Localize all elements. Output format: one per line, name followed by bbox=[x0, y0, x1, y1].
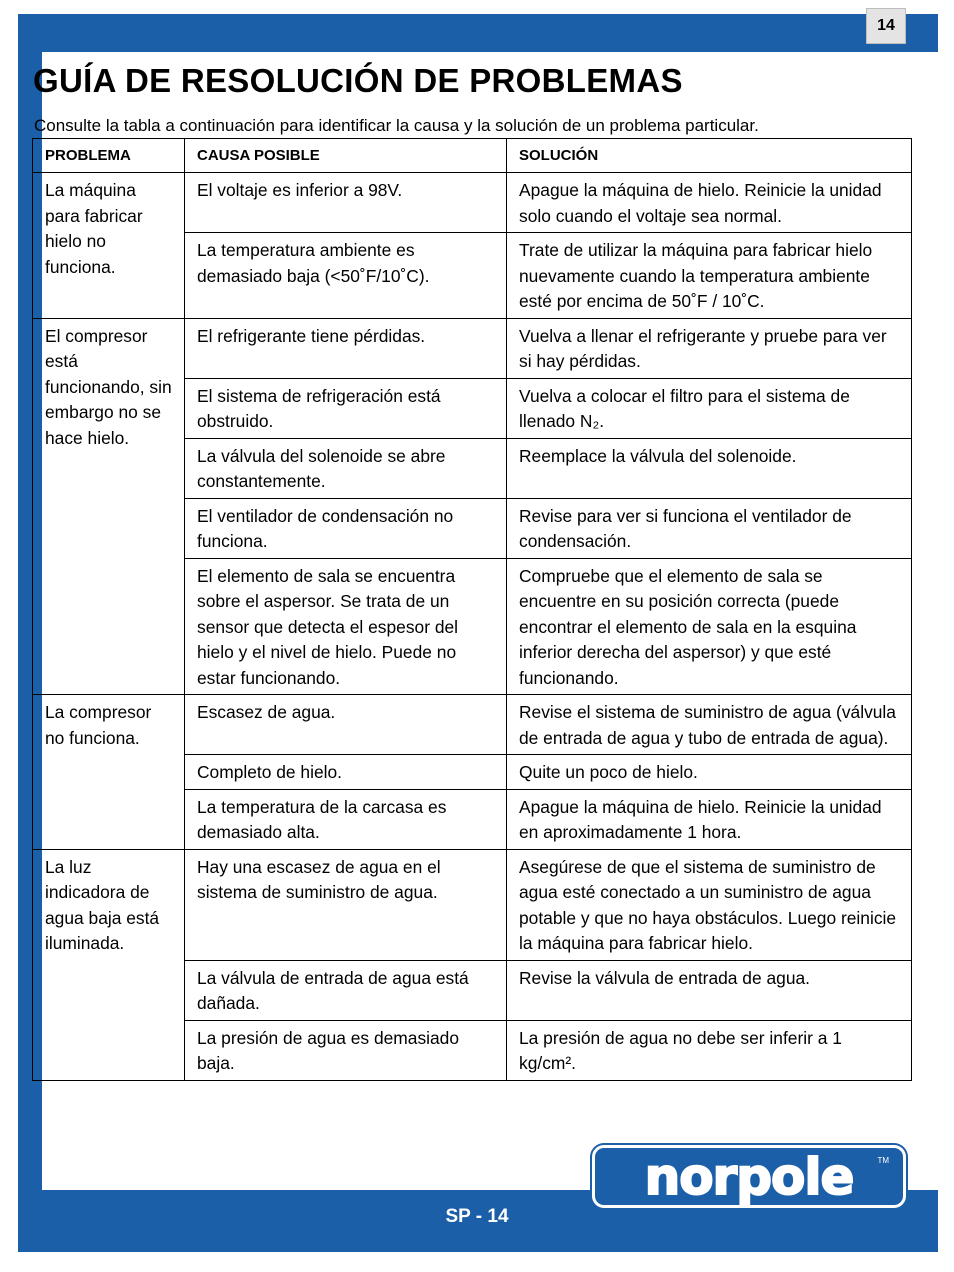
cause-cell: La presión de agua es demasiado baja. bbox=[185, 1020, 507, 1080]
solution-cell: Revise la válvula de entrada de agua. bbox=[507, 960, 912, 1020]
cause-cell: Completo de hielo. bbox=[185, 755, 507, 790]
cause-cell: La temperatura ambiente es demasiado baja (<50˚F/10˚C). bbox=[185, 233, 507, 319]
header-problem: PROBLEMA bbox=[33, 139, 185, 173]
solution-cell: Compruebe que el elemento de sala se encuentre en su posición correcta (puede encontrar el elemento de sala en la esquina inferior derecha del aspersor) y que esté funcionando. bbox=[507, 558, 912, 695]
footer-page-label: SP - 14 bbox=[445, 1206, 509, 1227]
problem-cell: La luz indicadora de agua baja está iluminada. bbox=[33, 849, 185, 1080]
solution-cell: La presión de agua no debe ser inferir a 1 kg/cm². bbox=[507, 1020, 912, 1080]
solution-cell: Apague la máquina de hielo. Reinicie la unidad solo cuando el voltaje sea normal. bbox=[507, 173, 912, 233]
header-solution: SOLUCIÓN bbox=[507, 139, 912, 173]
solution-cell: Vuelva a colocar el filtro para el sistema de llenado N₂. bbox=[507, 378, 912, 438]
solution-cell: Revise el sistema de suministro de agua (válvula de entrada de agua y tubo de entrada de agua). bbox=[507, 695, 912, 755]
troubleshooting-table bbox=[32, 138, 912, 1081]
cause-cell: La temperatura de la carcasa es demasiado alta. bbox=[185, 789, 507, 849]
solution-cell: Apague la máquina de hielo. Reinicie la unidad en aproximadamente 1 hora. bbox=[507, 789, 912, 849]
cause-cell: La válvula del solenoide se abre constantemente. bbox=[185, 438, 507, 498]
norpole-logo bbox=[592, 1145, 906, 1208]
table-row bbox=[33, 173, 912, 233]
problem-cell: La máquina para fabricar hielo no funciona. bbox=[33, 173, 185, 319]
intro-text: Consulte la tabla a continuación para identificar la causa y la solución de un problema particular. bbox=[34, 116, 759, 135]
cause-cell: El voltaje es inferior a 98V. bbox=[185, 173, 507, 233]
table-header-row bbox=[33, 139, 912, 173]
trademark-mark: TM bbox=[877, 1156, 889, 1165]
table-row bbox=[33, 695, 912, 755]
cause-cell: El sistema de refrigeración está obstruido. bbox=[185, 378, 507, 438]
solution-cell: Trate de utilizar la máquina para fabricar hielo nuevamente cuando la temperatura ambiente esté por encima de 50˚F / 10˚C. bbox=[507, 233, 912, 319]
cause-cell: El ventilador de condensación no funciona. bbox=[185, 498, 507, 558]
cause-cell: El elemento de sala se encuentra sobre el aspersor. Se trata de un sensor que detecta el espesor del hielo y el nivel de hielo. Puede no estar funcionando. bbox=[185, 558, 507, 695]
page-title: GUÍA DE RESOLUCIÓN DE PROBLEMAS bbox=[33, 62, 683, 99]
solution-cell: Reemplace la válvula del solenoide. bbox=[507, 438, 912, 498]
cause-cell: Escasez de agua. bbox=[185, 695, 507, 755]
page-number-box: 14 bbox=[866, 8, 906, 44]
problem-cell: El compresor está funcionando, sin embargo no se hace hielo. bbox=[33, 318, 185, 695]
solution-cell: Vuelva a llenar el refrigerante y pruebe para ver si hay pérdidas. bbox=[507, 318, 912, 378]
solution-cell: Asegúrese de que el sistema de suministro de agua esté conectado a un suministro de agua potable y que no haya obstáculos. Luego reinicie la máquina para fabricar hielo. bbox=[507, 849, 912, 960]
solution-cell: Revise para ver si funciona el ventilador de condensación. bbox=[507, 498, 912, 558]
header-cause: CAUSA POSIBLE bbox=[185, 139, 507, 173]
table-row bbox=[33, 318, 912, 378]
table-row bbox=[33, 849, 912, 960]
cause-cell: La válvula de entrada de agua está dañada. bbox=[185, 960, 507, 1020]
cause-cell: El refrigerante tiene pérdidas. bbox=[185, 318, 507, 378]
problem-cell: La compresor no funciona. bbox=[33, 695, 185, 850]
solution-cell: Quite un poco de hielo. bbox=[507, 755, 912, 790]
logo-wordmark: norpole bbox=[644, 1147, 854, 1206]
cause-cell: Hay una escasez de agua en el sistema de suministro de agua. bbox=[185, 849, 507, 960]
